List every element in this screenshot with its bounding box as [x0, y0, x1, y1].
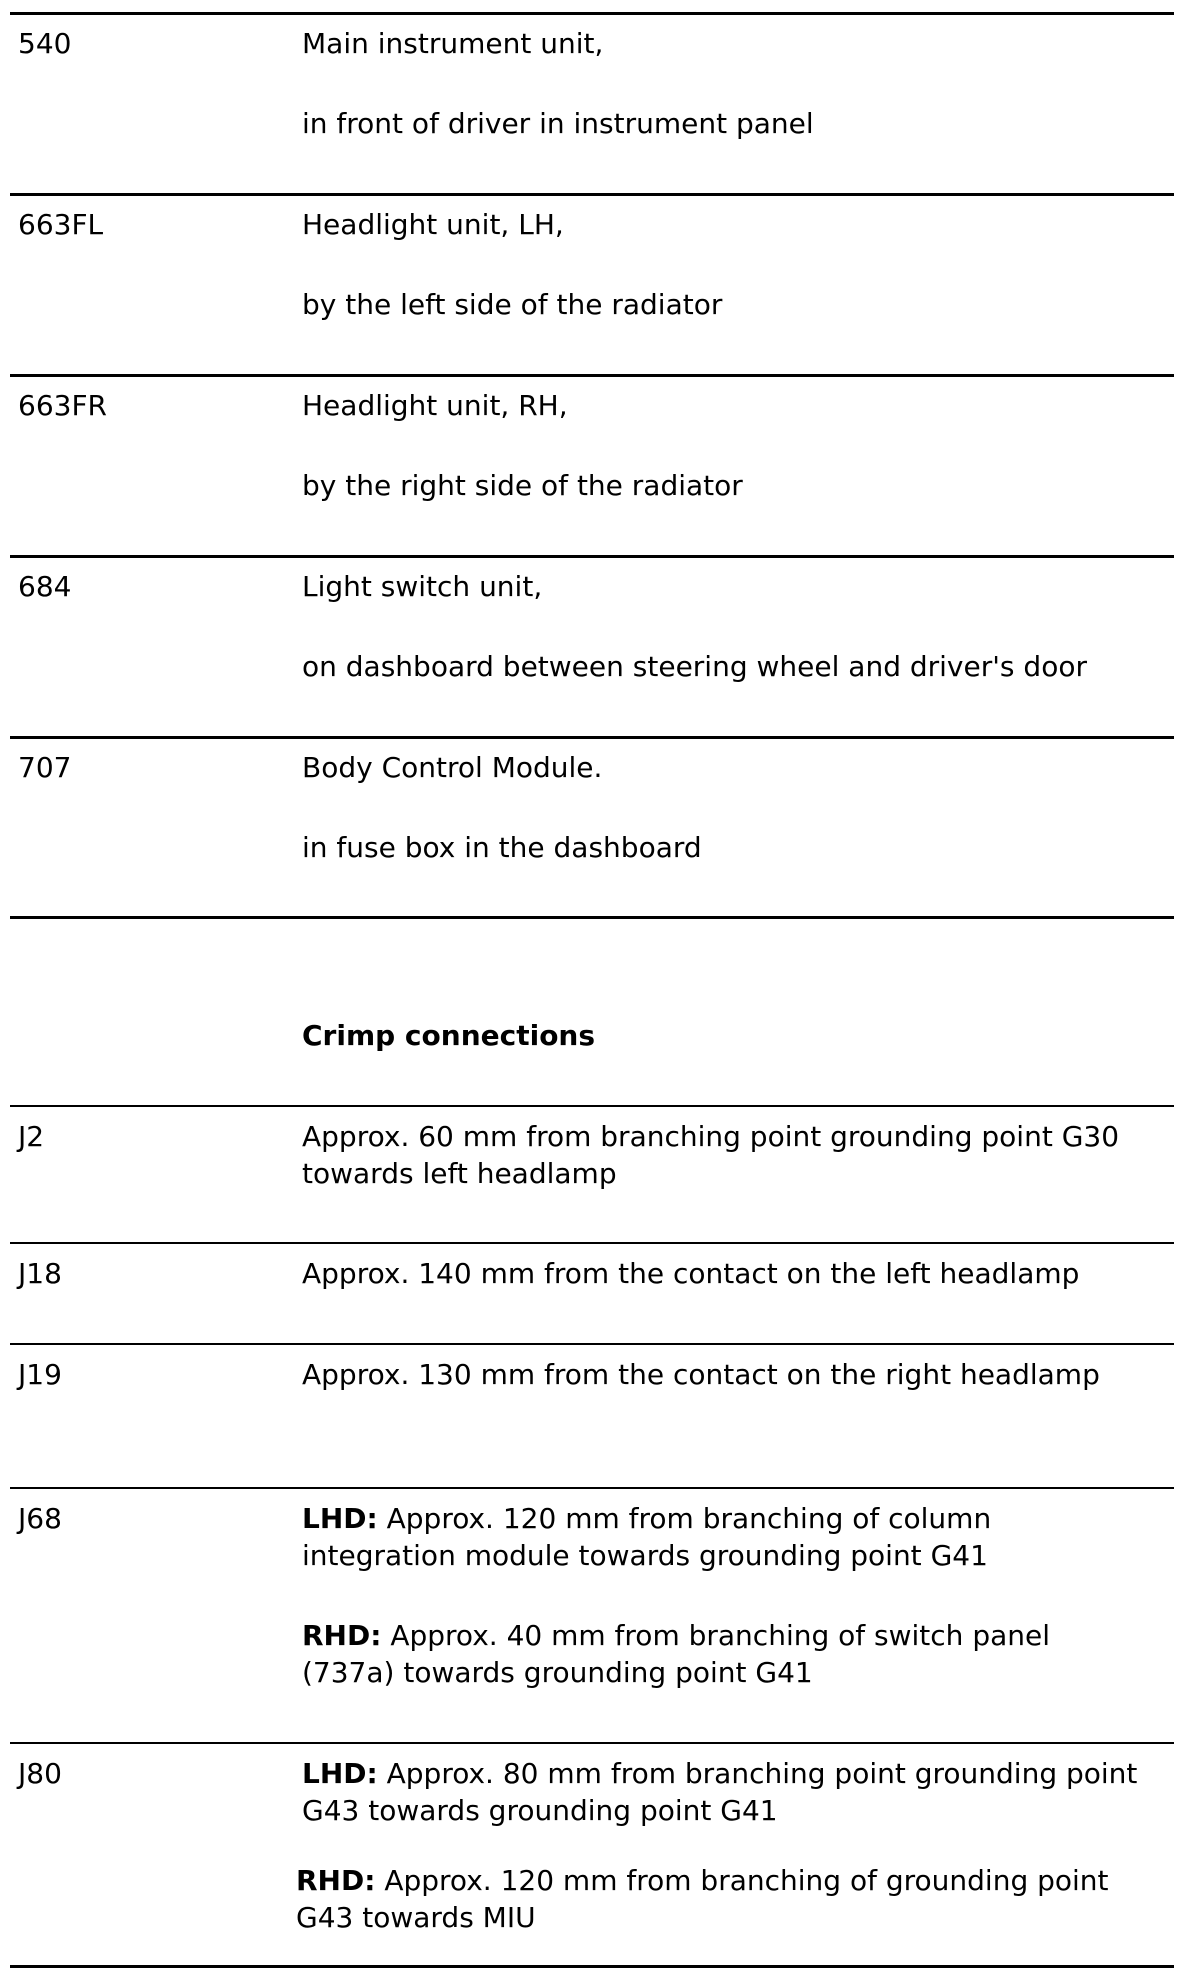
table-rule — [10, 916, 1174, 919]
component-name: Body Control Module. — [302, 751, 603, 784]
component-location: in front of driver in instrument panel — [302, 107, 814, 140]
crimp-description: Approx. 140 mm from the contact on the left headlamp — [302, 1257, 1080, 1290]
crimp-lhd-description — [302, 1500, 1102, 1574]
table-rule — [10, 1965, 1174, 1968]
table-rule — [10, 555, 1174, 558]
lhd-text: Approx. 120 mm from branching of column integration module towards grounding point G41 — [302, 1502, 992, 1572]
crimp-lhd-description — [302, 1755, 1152, 1829]
lhd-label: LHD: — [302, 1757, 378, 1790]
component-name: Headlight unit, RH, — [302, 389, 568, 422]
crimp-rhd-description — [302, 1617, 1142, 1691]
section-heading: Crimp connections — [302, 1019, 596, 1052]
rhd-label: RHD: — [296, 1864, 376, 1897]
component-code: 707 — [18, 751, 72, 784]
crimp-code: J80 — [18, 1757, 62, 1790]
rhd-text: Approx. 120 mm from branching of grounding point G43 towards MIU — [296, 1864, 1109, 1934]
table-rule — [10, 1242, 1174, 1244]
lhd-label: LHD: — [302, 1502, 378, 1535]
table-rule — [10, 193, 1174, 196]
component-location: on dashboard between steering wheel and driver's door — [302, 650, 1087, 683]
component-name: Headlight unit, LH, — [302, 208, 564, 241]
crimp-code: J18 — [18, 1257, 62, 1290]
table-rule — [10, 1343, 1174, 1345]
rhd-label: RHD: — [302, 1619, 382, 1652]
crimp-code: J19 — [18, 1358, 62, 1391]
table-rule — [10, 1487, 1174, 1489]
crimp-description: Approx. 130 mm from the contact on the right headlamp — [302, 1358, 1100, 1391]
table-rule — [10, 374, 1174, 377]
component-name: Main instrument unit, — [302, 27, 604, 60]
component-location: by the left side of the radiator — [302, 288, 723, 321]
crimp-rhd-description — [296, 1862, 1126, 1936]
component-code: 684 — [18, 570, 72, 603]
crimp-code: J2 — [18, 1120, 45, 1153]
table-rule — [10, 12, 1174, 15]
table-rule — [10, 736, 1174, 739]
component-location: by the right side of the radiator — [302, 469, 743, 502]
component-location: in fuse box in the dashboard — [302, 831, 702, 864]
component-code: 663FL — [18, 208, 104, 241]
table-rule — [10, 1105, 1174, 1107]
component-code: 663FR — [18, 389, 108, 422]
component-name: Light switch unit, — [302, 570, 543, 603]
crimp-description: Approx. 60 mm from branching point grounding point G30 towards left headlamp — [302, 1120, 1120, 1190]
crimp-code: J68 — [18, 1502, 62, 1535]
component-code: 540 — [18, 27, 72, 60]
table-rule — [10, 1742, 1174, 1744]
rhd-text: Approx. 40 mm from branching of switch panel (737a) towards grounding point G41 — [302, 1619, 1051, 1689]
lhd-text: Approx. 80 mm from branching point grounding point G43 towards grounding point G41 — [302, 1757, 1138, 1827]
